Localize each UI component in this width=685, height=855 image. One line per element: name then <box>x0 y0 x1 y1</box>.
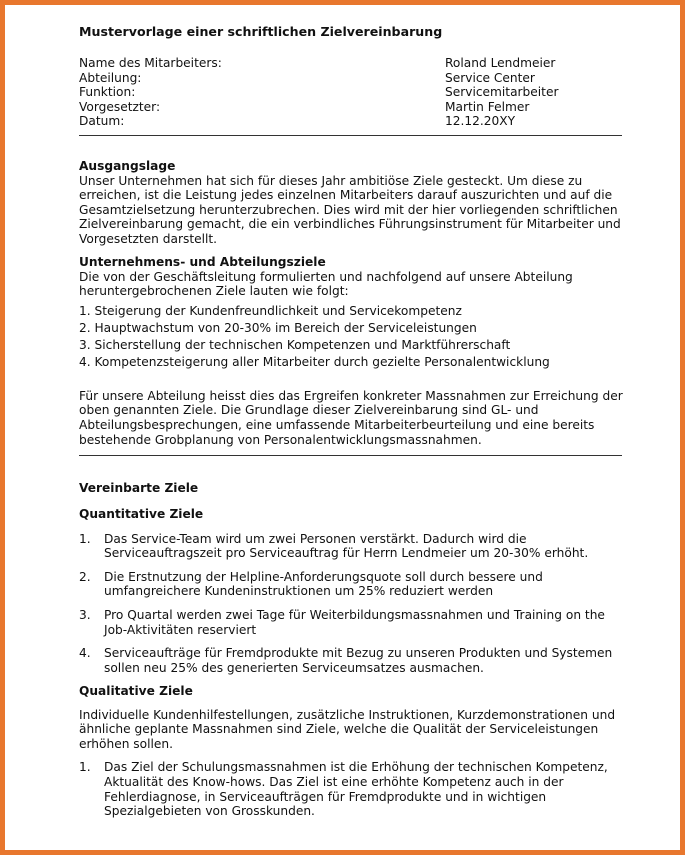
info-row-abteilung <box>79 71 622 86</box>
section-qualitative-ziele <box>79 684 624 819</box>
section-intro: Individuelle Kundenhilfestellungen, zusätzliche Instruktionen, Kurzdemonstrationen und ähnliche geplante Massnahmen sind Ziele, welche die Qualität der Serviceleistungen erhöhen sollen. <box>79 707 616 751</box>
section-intro: Die von der Geschäftsleitung formulierten und nachfolgend auf unsere Abteilung heruntergebrochenen Ziele lauten wie folgt: <box>79 269 573 299</box>
goal-list <box>79 303 624 371</box>
section-heading: Ausgangslage <box>79 159 176 173</box>
list-item: 3. Sicherstellung der technischen Kompetenzen und Marktführerschaft <box>79 337 511 352</box>
item-text: Serviceaufträge für Fremdprodukte mit Bezug zu unseren Produkten und Systemen sollen neu 25% des generierten Serviceumsatzes ausmachen. <box>104 646 613 675</box>
list-item <box>79 760 624 818</box>
section-vereinbarte-ziele <box>79 481 624 496</box>
list-item: 2. Hauptwachstum von 20-30% im Bereich der Serviceleistungen <box>79 320 477 335</box>
info-value: Service Center <box>445 70 535 85</box>
info-row-vorgesetzter <box>79 100 622 115</box>
section-text: Unser Unternehmen hat sich für dieses Jahr ambitiöse Ziele gesteckt. Um diese zu erreichen, ist die Leistung jedes einzelnen Mitarbeiters darauf auszurichten und auf die Gesamtzielsetzung herunterzubrechen. Dies wird mit der hier vorliegenden schriftlichen Zielvereinbarung gemacht, die ein verbindliches Führungsinstrument für Mitarbeiter und Vorgesetzten darstellt. <box>79 173 621 246</box>
divider <box>79 455 622 456</box>
info-label: Funktion: <box>79 85 136 100</box>
item-number: 2. <box>79 569 91 584</box>
divider <box>79 135 622 136</box>
info-label: Datum: <box>79 114 125 129</box>
info-row-datum <box>79 114 622 129</box>
document-page <box>5 5 680 850</box>
quantitative-goal-list <box>79 532 624 676</box>
section-heading: Unternehmens- und Abteilungsziele <box>79 255 326 269</box>
section-ausgangslage <box>79 159 624 247</box>
item-text: Das Ziel der Schulungsmassnahmen ist die Erhöhung der technischen Kompetenz, Aktualität des Know-hows. Das Ziel ist eine erhöhte Kompetenz auch in der Fehlerdiagnose, in Serviceaufträgen für Fremdprodukte und in wichtigen Spezialgebieten von Grosskunden. <box>104 760 608 819</box>
document-title: Mustervorlage einer schriftlichen Zielvereinbarung <box>79 24 443 39</box>
list-item: 4. Kompetenzsteigerung aller Mitarbeiter durch gezielte Personalentwicklung <box>79 354 550 369</box>
subsection-heading: Qualitative Ziele <box>79 684 193 698</box>
info-value: Roland Lendmeier <box>445 56 556 70</box>
info-value: Martin Felmer <box>445 99 530 114</box>
list-item <box>79 646 624 675</box>
list-item <box>79 608 624 637</box>
item-number: 3. <box>79 607 91 622</box>
list-item: 1. Steigerung der Kundenfreundlichkeit und Servicekompetenz <box>79 303 462 318</box>
section-heading: Vereinbarte Ziele <box>79 481 199 495</box>
info-row-funktion <box>79 85 622 100</box>
item-number: 1. <box>79 760 91 775</box>
item-text: Pro Quartal werden zwei Tage für Weiterbildungsmassnahmen und Training on the Job-Aktivitäten reserviert <box>104 607 605 637</box>
list-item <box>79 570 624 599</box>
employee-info <box>79 56 622 129</box>
info-value: Servicemitarbeiter <box>445 85 559 100</box>
info-value: 12.12.20XY <box>445 114 516 129</box>
item-number: 4. <box>79 646 91 661</box>
info-label: Name des Mitarbeiters: <box>79 56 222 70</box>
info-row-name <box>79 56 622 71</box>
section-unternehmensziele <box>79 255 624 447</box>
subsection-heading: Quantitative Ziele <box>79 507 204 521</box>
item-text: Die Erstnutzung der Helpline-Anforderungsquote soll durch bessere und umfangreichere Kundeninstruktionen um 25% reduziert werden <box>104 569 543 599</box>
info-label: Vorgesetzter: <box>79 99 161 114</box>
qualitative-goal-list <box>79 760 624 818</box>
item-number: 1. <box>79 531 91 546</box>
item-text: Das Service-Team wird um zwei Personen verstärkt. Dadurch wird die Serviceauftragszeit pro Serviceauftrag für Herrn Lendmeier um 20-30% erhöht. <box>104 531 589 561</box>
list-item <box>79 532 624 561</box>
info-label: Abteilung: <box>79 70 142 85</box>
section-outro: Für unsere Abteilung heisst dies das Ergreifen konkreter Massnahmen zur Erreichung der oben genannten Ziele. Die Grundlage dieser Zielvereinbarung sind GL- und Abteilungsbesprechungen, eine umfassende Mitarbeiterbeurteilung und eine bereits bestehende Grobplanung von Personalentwicklungsmassnahmen. <box>79 388 623 447</box>
section-quantitative-ziele <box>79 507 624 675</box>
